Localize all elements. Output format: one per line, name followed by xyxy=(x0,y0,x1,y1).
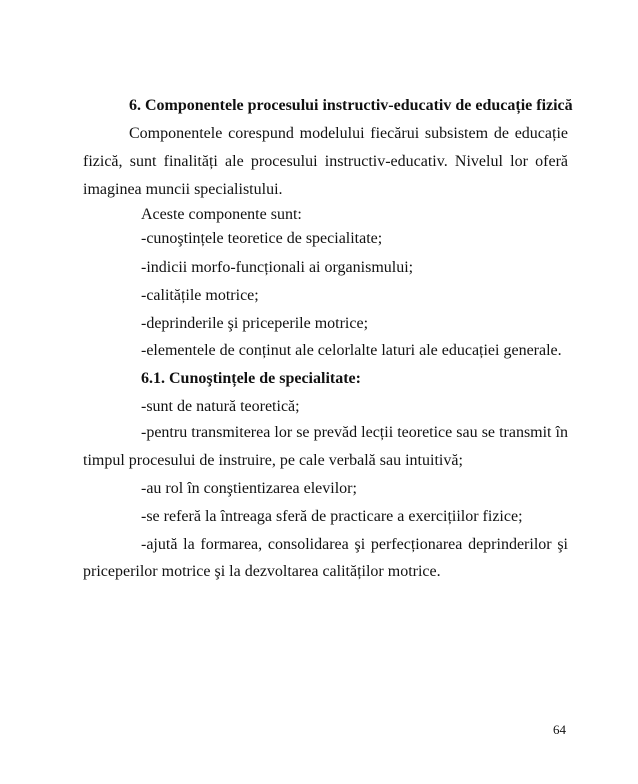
component-item: -elementele de conținut ale celorlalte laturi ale educației generale. xyxy=(141,342,562,359)
list-item: -se referă la întreaga sferă de practicare a exercițiilor fizice; xyxy=(141,508,523,525)
component-item: -calitățile motrice; xyxy=(141,287,259,304)
components-intro: Aceste componente sunt: xyxy=(141,206,302,223)
subsection-heading: 6.1. Cunoştințele de specialitate: xyxy=(141,370,361,387)
list-item-continuation: timpul procesului de instruire, pe cale verbală sau intuitivă; xyxy=(83,452,463,469)
paragraph-line: fizică, sunt finalități ale procesului instructiv-educativ. Nivelul lor oferă xyxy=(83,153,568,170)
list-item: -pentru transmiterea lor se prevăd lecții teoretice sau se transmit în xyxy=(141,424,568,441)
list-item-continuation: priceperilor motrice şi la dezvoltarea calităților motrice. xyxy=(83,563,441,580)
paragraph-line: imaginea muncii specialistului. xyxy=(83,181,283,198)
page-number: 64 xyxy=(553,722,566,737)
component-item: -indicii morfo-funcționali ai organismului; xyxy=(141,259,414,276)
component-item: -deprinderile şi priceperile motrice; xyxy=(141,315,369,332)
list-item: -sunt de natură teoretică; xyxy=(141,398,300,415)
section-heading: 6. Componentele procesului instructiv-educativ de educație fizică xyxy=(129,97,573,114)
list-item: -ajută la formarea, consolidarea şi perfecționarea deprinderilor şi xyxy=(141,536,568,553)
list-item: -au rol în conştientizarea elevilor; xyxy=(141,480,357,497)
paragraph-line: Componentele corespund modelului fiecărui subsistem de educație xyxy=(129,125,568,142)
component-item: -cunoştințele teoretice de specialitate; xyxy=(141,230,383,247)
